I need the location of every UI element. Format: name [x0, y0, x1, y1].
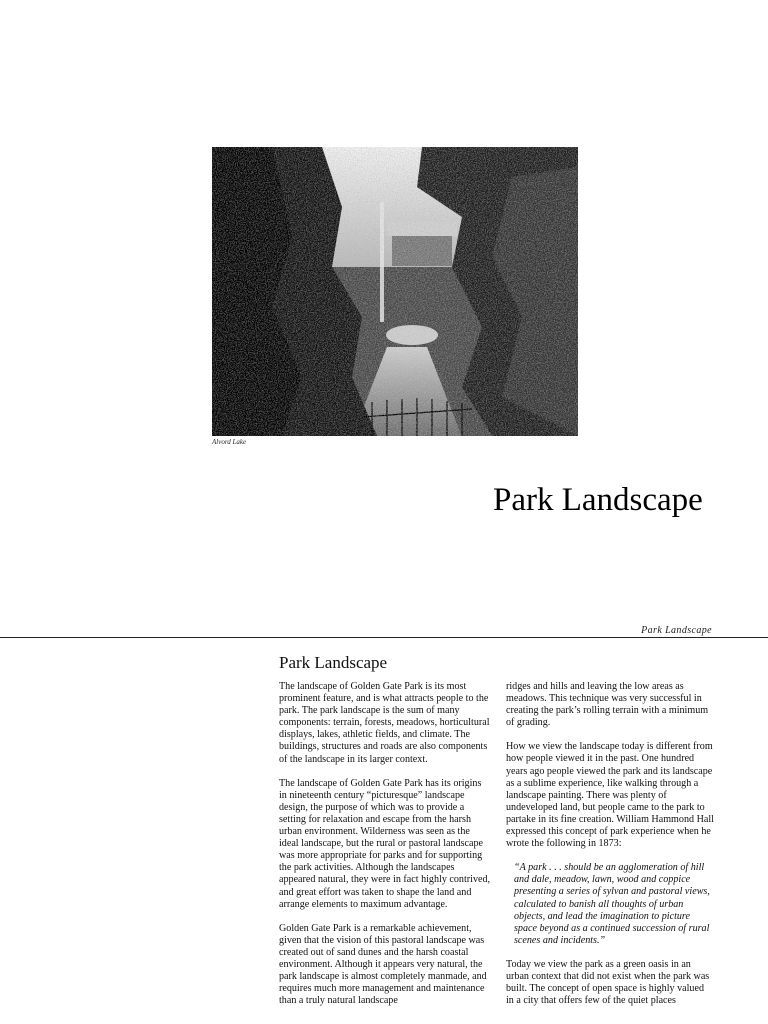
- paragraph: The landscape of Golden Gate Park has its origins in nineteenth century “picturesque” landscape design, the purpose of which was to provide a setting for relaxation and escape from the harsh urban environment. Wilderness was seen as the ideal landscape, but the rural or pastoral landscape was more appropriate for parks and for supporting the park activities. Although the landscapes appeared natural, they were in fact highly contrived, and great effort was taken to shape the land and arrange elements to maximum advantage.: [279, 777, 491, 910]
- paragraph: Golden Gate Park is a remarkable achievement, given that the vision of this pastoral landscape was created out of sand dunes and the harsh coastal environment. Although it appears very natural, the park landscape is almost completely manmade, and requires much more management and maintenance than a truly natural landscape: [279, 922, 487, 1007]
- section-heading: Park Landscape: [279, 653, 388, 672]
- paragraph: How we view the landscape today is different from how people viewed it in the past. One hundred years ago people viewed the park and its landscape as a sublime experience, like walking through a landscape painting. There was plenty of undeveloped land, but people came to the park to partake in its fine creation. William Hammond Hall expressed this concept of park experience when he wrote the following in 1873:: [506, 741, 714, 850]
- paragraph: Today we view the park as a green oasis in an urban context that did not exist when the park was built. The concept of open space is highly valued in a city that offers few of the quiet places: [506, 958, 710, 1007]
- running-head: Park Landscape: [641, 625, 712, 636]
- block-quote: “A park . . . should be an agglomeration of hill and dale, meadow, lawn, wood and coppice presenting a series of sylvan and pastoral views, calculated to banish all thoughts of urban objects, and lead the imagination to picture space beyond as a continued succession of rural scenes and incidents.”: [514, 862, 710, 946]
- text-column-left: [279, 681, 491, 1007]
- text-column-right: [506, 681, 714, 1007]
- page-title: Park Landscape: [493, 482, 703, 518]
- horizontal-rule: [0, 637, 768, 638]
- alvord-lake-photo: [212, 147, 578, 436]
- paragraph: ridges and hills and leaving the low areas as meadows. This technique was very successful in creating the park’s rolling terrain with a minimum of grading.: [506, 681, 709, 729]
- paragraph: The landscape of Golden Gate Park is its most prominent feature, and is what attracts people to the park. The park landscape is the sum of many components: terrain, forests, meadows, horticultural displays, lakes, athletic fields, and climate. The buildings, structures and roads are also components of the landscape in its larger context.: [279, 681, 490, 765]
- photo-caption: Alvord Lake: [212, 438, 247, 446]
